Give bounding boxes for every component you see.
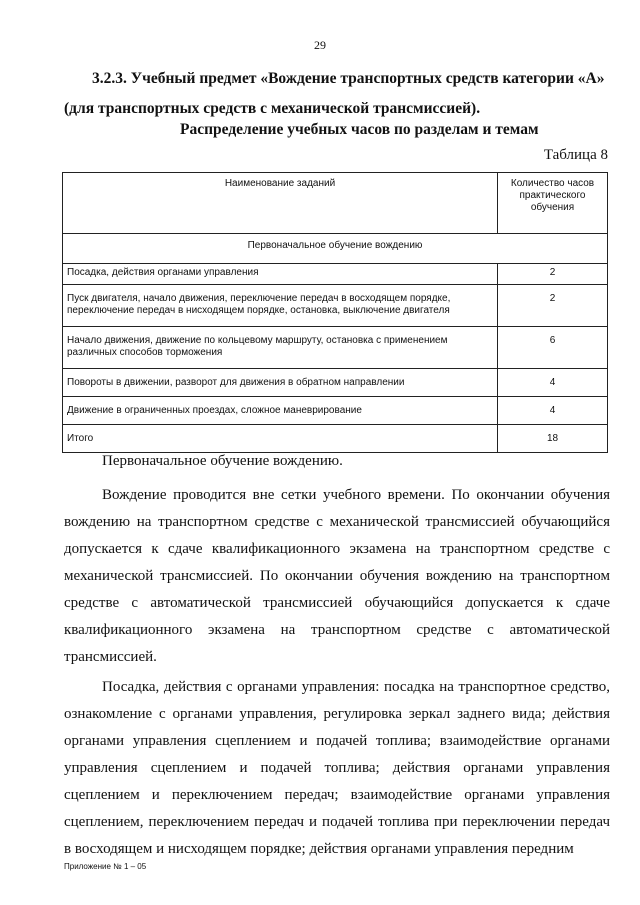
paragraph-driving-rules: Вождение проводится вне сетки учебного времени. По окончании обучения вождению на транспортном средстве с механической трансмиссией обучающийся допускается к сдаче квалификационного экзамена на транспортном средстве с механической трансмиссией. По окончании обучения вождению на транспортном средстве с автоматической трансмиссией обучающийся допускается к сдаче квалификационного экзамена на транспортном средстве с автоматической трансмиссией. [64,487,610,665]
table-row [63,369,608,397]
table-header-row [63,173,608,234]
table-row [63,327,608,369]
table-row [63,285,608,327]
task-cell: Повороты в движении, разворот для движения в обратном направлении [63,369,498,397]
hours-table [62,172,608,453]
paragraph-subtitle: Первоначальное обучение вождению. [102,453,343,469]
task-cell: Движение в ограниченных проездах, сложное маневрирование [63,397,498,425]
hours-distribution-title: Распределение учебных часов по разделам и темам [180,121,539,138]
count-cell: 6 [498,327,608,369]
total-value: 18 [498,425,608,453]
page-number: 29 [314,38,326,52]
count-cell: 4 [498,369,608,397]
task-cell: Посадка, действия органами управления [63,264,498,285]
table-row [63,264,608,285]
body-text [64,448,610,863]
section-title: Первоначальное обучение вождению [63,234,608,264]
paragraph-controls: Посадка, действия с органами управления: посадка на транспортное средство, ознакомление с органами управления, регулировка зеркал заднего вида; действия органами управления сцеплением и подачей топлива; взаимодействие органами управления сцеплением и подачей топлива; действия органами управления сцеплением и переключением передач; взаимодействие органами управления сцеплением, переключением передач и подачей топлива при переключении передач в восходящем и нисходящем порядке; действия органами управления передним [64,679,610,857]
count-cell: 2 [498,285,608,327]
table-section-row [63,234,608,264]
header-task: Наименование заданий [63,173,498,234]
footer-note: Приложение № 1 – 05 [64,862,147,871]
section-heading-subtitle: (для транспортных средств с механической трансмиссией). [64,100,481,117]
section-heading: 3.2.3. Учебный предмет «Вождение транспортных средств категории «А» [92,70,605,87]
task-cell: Начало движения, движение по кольцевому маршруту, остановка с применением различных способов торможения [63,327,498,369]
header-count: Количество часов практического обучения [498,173,608,234]
count-cell: 4 [498,397,608,425]
task-cell: Пуск двигателя, начало движения, переключение передач в восходящем порядке, переключение передач в нисходящем порядке, остановка, выключение двигателя [63,285,498,327]
table-caption: Таблица 8 [543,147,608,163]
total-label: Итого [63,425,498,453]
count-cell: 2 [498,264,608,285]
table-row [63,397,608,425]
